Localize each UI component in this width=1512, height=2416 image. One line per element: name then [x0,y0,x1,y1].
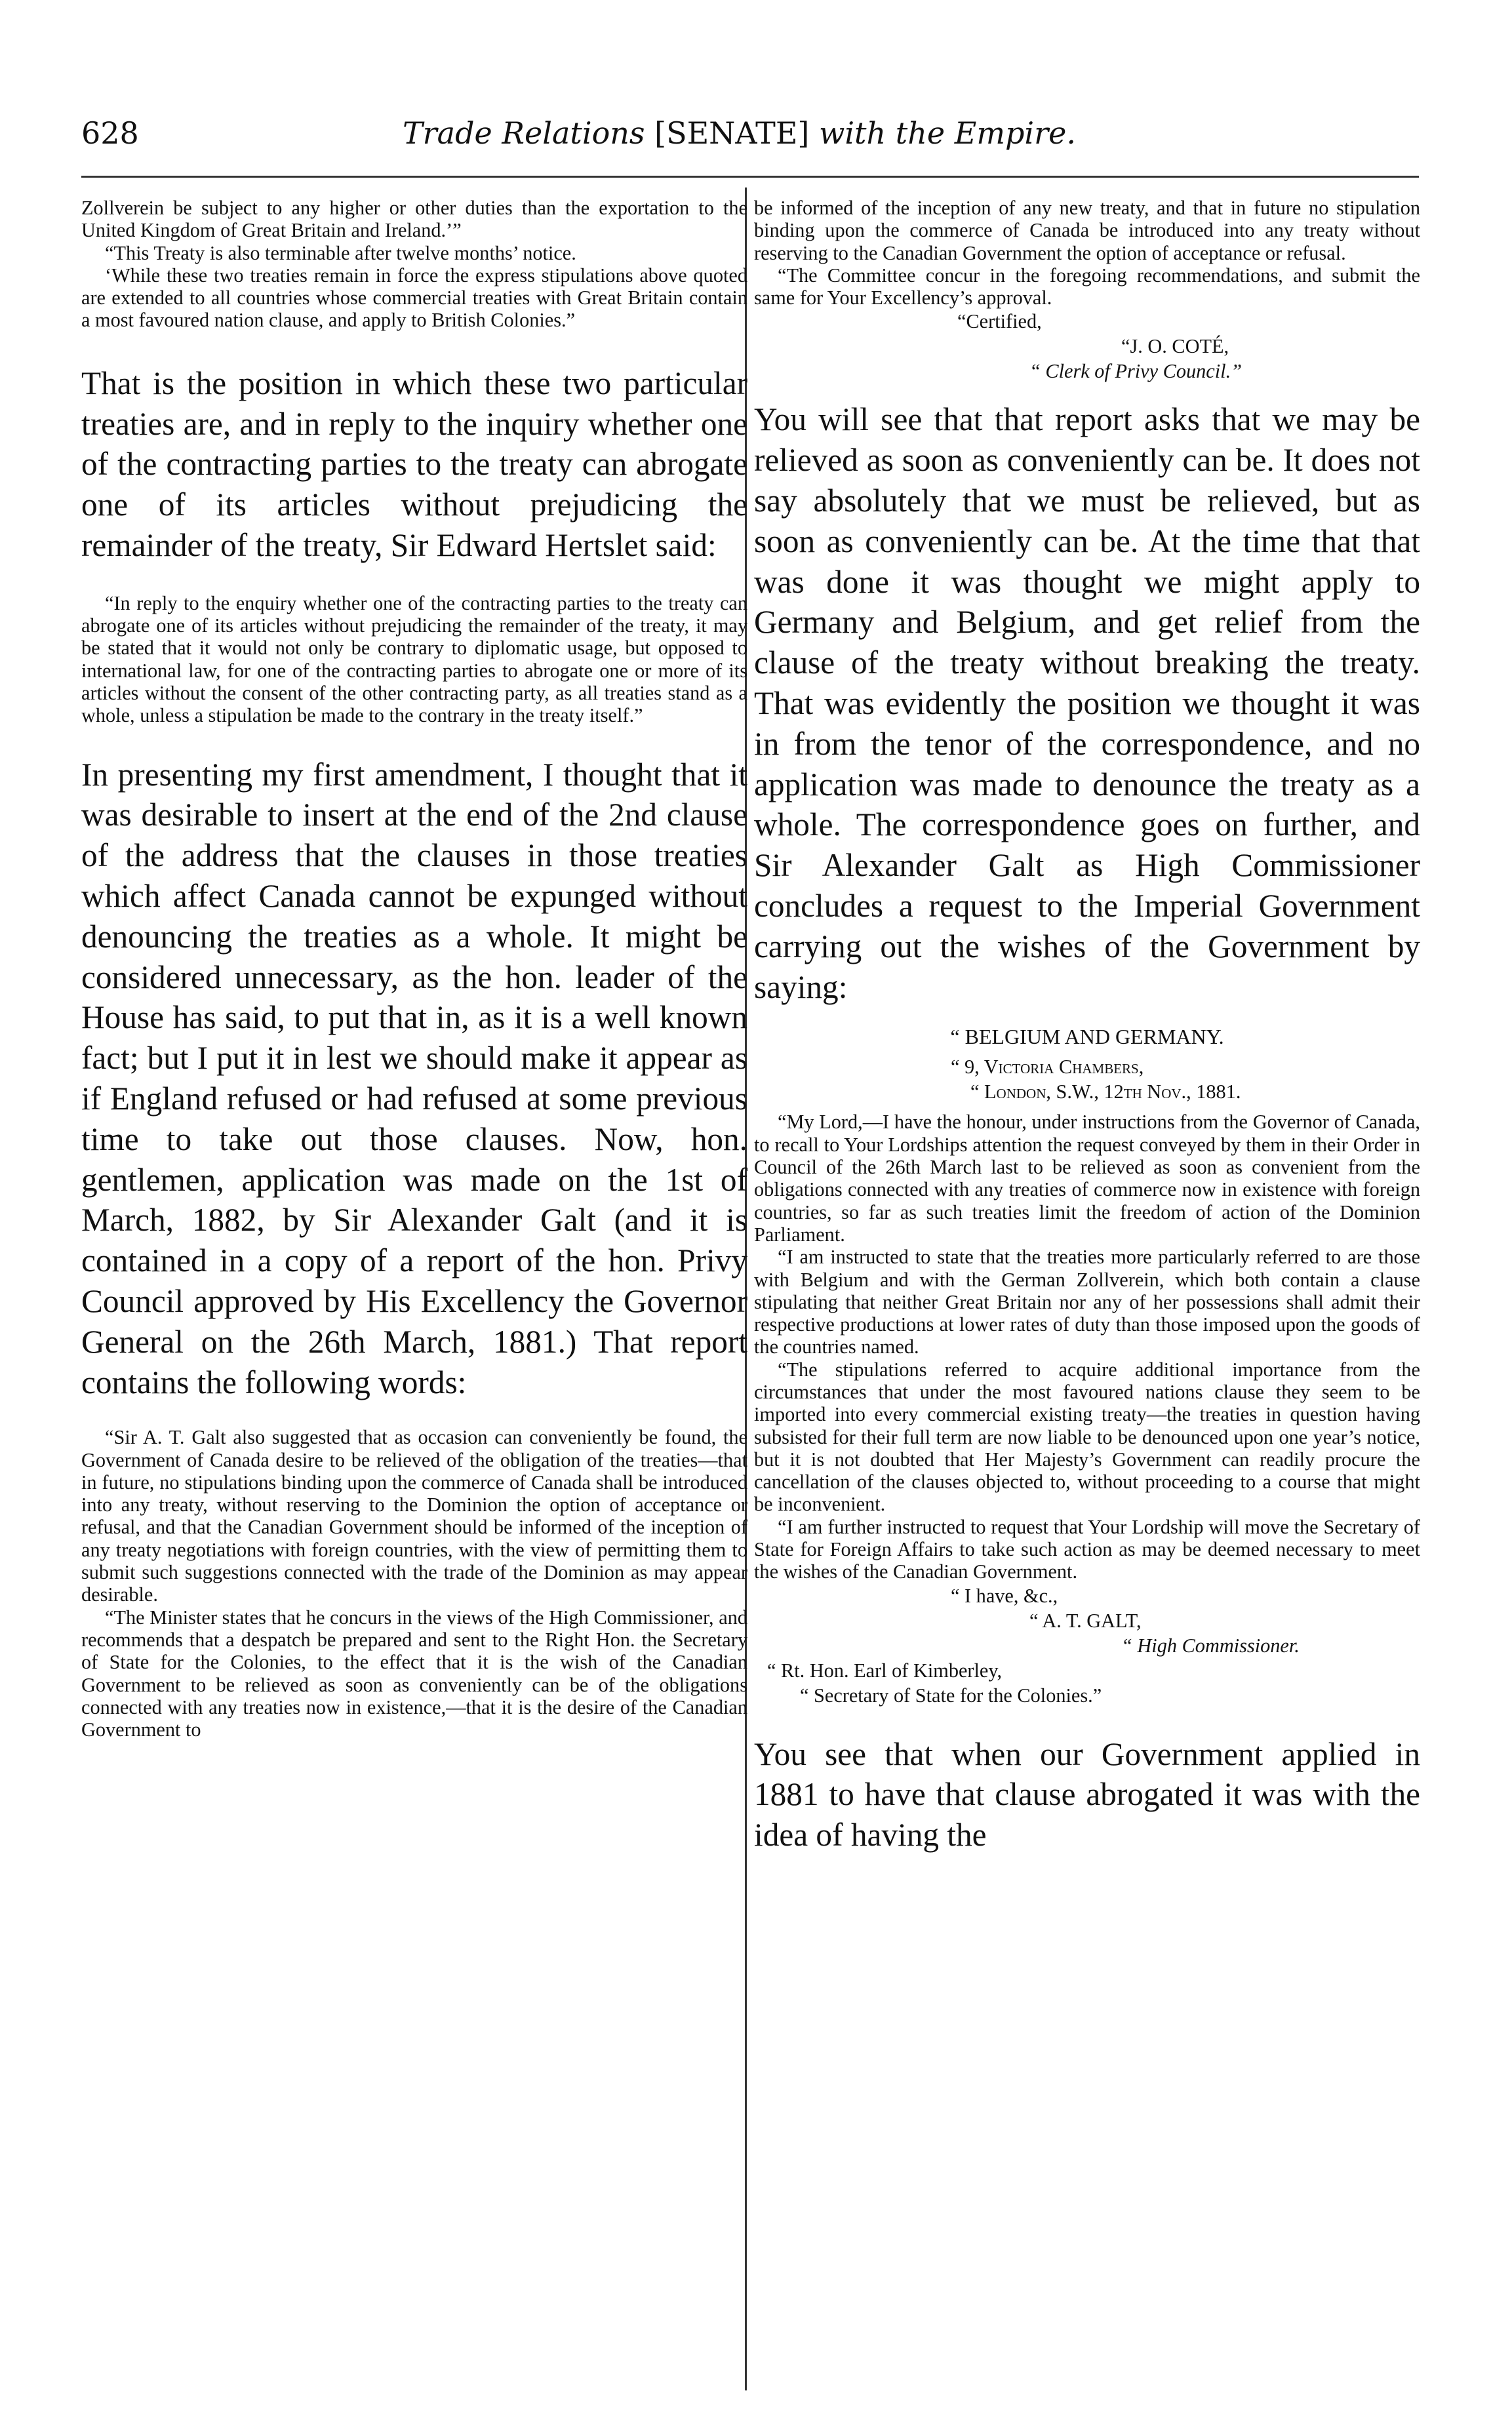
quote-paragraph: “This Treaty is also terminable after twelve months’ notice. [105,241,576,264]
signatory-title: “ Clerk of Privy Council.” [1029,360,1242,383]
letter-heading: “ BELGIUM AND GERMANY. [950,1025,1224,1049]
quote-paragraph: “Sir A. T. Galt also suggested that as occasion can conveniently be found, the Government of Canada desire to be relieved of the obligation of the treaties—that in future, no stipulations binding upon the commerce of Canada shall be introduced into any treaty, without reserving to the Dominion the option of acceptance or refusal, and that the Canadian Government should be informed of the inception of any treaty negotiations with foreign countries, with the view of permitting them to submit such suggestions connected with the trade of the Dominion as may appear desirable. [81,1426,747,1606]
quote-paragraph: Zollverein be subject to any higher or other duties than the exportation to the United Kingdom of Great Britain and Ireland.’” [81,197,747,242]
speech-paragraph: That is the position in which these two particular treaties are, and in reply to the inquiry whether one of the contracting parties to the treaty can abrogate one of its articles without prejudicing the remainder of the treaty, Sir Edward Hertslet said: [81,365,747,563]
page-number: 628 [81,115,139,151]
left-column [81,197,747,1741]
running-head [403,115,1076,151]
speech-paragraph: In presenting my first amendment, I thought that it was desirable to insert at the end of the 2nd clause of the address that the clauses in those treaties which affect Canada cannot be expunged without denouncing the treaties as a whole. It might be considered unnecessary, as the hon. leader of the House has said, to put that in, as it is a well known fact; but I put it in lest we should make it appear as if England refused or had refused at some previous time to take out those clauses. Now, hon. gentlemen, application was made on the 1st of March, 1882, by Sir Alexander Galt (and it is contained in a copy of a report of the hon. Privy Council approved by His Excellency the Governor General on the 26th March, 1881.) That report contains the following words: [81,756,747,1400]
letter-signatory: “ A. T. GALT, [1029,1609,1142,1632]
right-column [754,197,1420,1855]
recipient-line: “ Rt. Hon. Earl of Kimberley, [767,1659,1003,1682]
letter-close: “ I have, &c., [951,1584,1058,1607]
letter-paragraph: “The stipulations referred to acquire additional importance from the circumstances that under the most favoured nations clause they seem to be imported into every commercial existing treaty—the treaties in question having subsisted for their full term are now liable to be denounced upon one year’s notice, but it is not doubted that Her Majesty’s Government can readily procure the cancellation of the clauses objected to, without proceeding to a course that might be inconvenient. [754,1358,1420,1516]
speech-paragraph: You see that when our Government applied in 1881 to have that clause abrogated it was with the idea of having the [754,1735,1420,1853]
running-header [81,106,1419,159]
letter-address-line: “ 9, Victoria Chambers, [951,1056,1144,1079]
quote-paragraph: “In reply to the enquiry whether one of the contracting parties to the treaty can abrogate one of its articles without prejudicing the remainder of the treaty, it may be stated that it would not only be contrary to diplomatic usage, but opposed to international law, for one of the contracting parties to abrogate one or more of its articles without the consent of the other contracting party, as all treaties stand as a whole, unless a stipulation be made to the contrary in the treaty itself.” [81,591,747,727]
quote-paragraph: “The Minister states that he concurs in the views of the High Commissioner, and recommends that a despatch be prepared and sent to the Right Hon. the Secretary of State for the Colonies, to the effect that it is the wish of the Canadian Government to be relieved as soon as conveniently can be of the obligations connected with any treaties now in existence,—that it is the desire of the Canadian Government to [81,1606,747,1741]
speech-paragraph: You will see that that report asks that we may be relieved as soon as conveniently can be. It does not say absolutely that we must be relieved, but as soon as conveniently can be. At the time that that was done it was thought we might apply to Germany and Belgium, and get relief from the clause of the treaty without breaking the treaty. That was evidently the position we thought it was in from the tenor of the correspondence, and no application was made to denounce the treaty as a whole. The correspondence goes on further, and Sir Alexander Galt as High Commissioner concludes a request to the Imperial Government carrying out the wishes of the Government by saying: [754,401,1420,1005]
quote-paragraph: “The Committee concur in the foregoing recommendations, and submit the same for Your Excellency’s approval. [754,264,1420,309]
quote-paragraph: be informed of the inception of any new treaty, and that in future no stipulation binding upon the commerce of Canada be introduced into any treaty without reserving to the Canadian Government the option of acceptance or refusal. [754,197,1420,264]
letter-paragraph: “I am instructed to state that the treaties more particularly referred to are those with Belgium and with the German Zollverein, which both contain a clause stipulating that neither Great Britain nor any of her possessions shall admit their respective productions at lower rates of duty than those imposed upon the goods of the countries named. [754,1246,1420,1358]
certified-line: “Certified, [957,310,1042,333]
recipient-line: “ Secretary of State for the Colonies.” [800,1684,1102,1707]
letter-signatory-title: “ High Commissioner. [1121,1634,1300,1657]
running-head-left: Trade Relations [403,115,645,151]
quote-paragraph: ‘While these two treaties remain in force the express stipulations above quoted are extended to all countries whose commercial treaties with Great Britain contain a most favoured nation clause, and apply to British Colonies.” [81,264,747,332]
header-rule [81,176,1419,178]
letter-address-line: “ London, S.W., 12th Nov., 1881. [970,1080,1241,1103]
signatory-name: “J. O. COTÉ, [1121,335,1229,358]
letter-paragraph: “I am further instructed to request that Your Lordship will move the Secretary of State for Foreign Affairs to take such action as may be deemed necessary to meet the wishes of the Canadian Government. [754,1515,1420,1583]
running-head-middle: [SENATE] [654,115,810,151]
letter-paragraph: “My Lord,—I have the honour, under instructions from the Governor of Canada, to recall to Your Lordships attention the request conveyed by them in their Order in Council of the 26th March last to be relieved as soon as convenient from the obligations connected with any treaties of commerce now in existence with foreign countries, so far as such treaties limit the freedom of action of the Dominion Parliament. [754,1111,1420,1246]
running-head-right: with the Empire. [818,115,1076,151]
